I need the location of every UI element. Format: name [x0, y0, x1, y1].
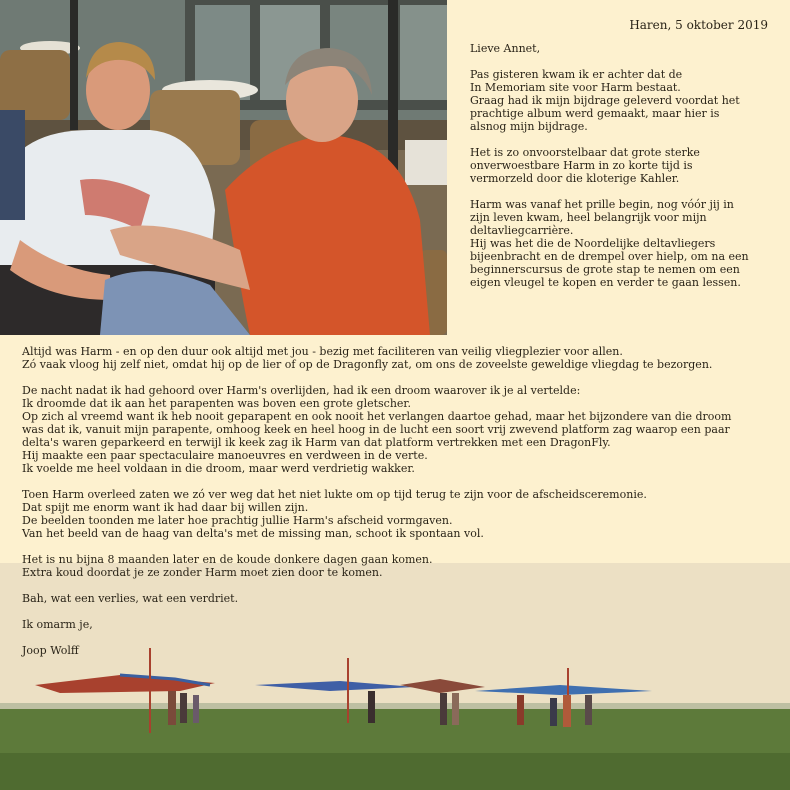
letter-date: Haren, 5 oktober 2019: [629, 18, 768, 32]
text-line: Ik droomde dat ik aan het parapenten was boven een grote gletscher.: [22, 397, 411, 410]
text-line: Van het beeld van de haag van delta's met de missing man, schoot ik spontaan vol.: [22, 527, 484, 540]
text-line: Het is nu bijna 8 maanden later en de koude donkere dagen gaan komen.: [22, 553, 433, 566]
text-line: Ik voelde me heel voldaan in die droom, maar werd verdrietig wakker.: [22, 462, 415, 475]
text-line: Op zich al vreemd want ik heb nooit geparapent en ook nooit het verlangen daartoe gehad, maar het bijzondere van die droom: [22, 410, 732, 423]
text-line: Altijd was Harm - en op den duur ook altijd met jou - bezig met faciliteren van veilig vliegplezier voor allen.: [22, 345, 623, 358]
text-line: alsnog mijn bijdrage.: [470, 120, 588, 133]
text-line: onverwoestbare Harm in zo korte tijd is: [470, 159, 693, 172]
photo-terrace-illustration: [0, 0, 447, 335]
letter-greeting: Lieve Annet,: [470, 42, 541, 55]
text-line: Toen Harm overleed zaten we zó ver weg dat het niet lukte om op tijd terug te zijn voor de afscheidsceremonie.: [22, 488, 647, 501]
text-line: Zó vaak vloog hij zelf niet, omdat hij op de lier of op de Dragonfly zat, om ons de zoveelste geweldige vliegdag te bezorgen.: [22, 358, 713, 371]
text-line: De nacht nadat ik had gehoord over Harm's overlijden, had ik een droom waarover ik je al vertelde:: [22, 384, 581, 397]
text-line: was dat ik, vanuit mijn parapente, omhoog keek en heel hoog in de lucht een soort vrij zwevend platform zag waarop een paar: [22, 423, 730, 436]
text-line: vermorzeld door die kloterige Kahler.: [470, 172, 680, 185]
letter-paragraph: [470, 146, 770, 185]
text-line: Extra koud doordat je ze zonder Harm moet zien door te komen.: [22, 566, 383, 579]
text-line: Hij was het die de Noordelijke deltavliegers: [470, 237, 716, 250]
text-line: Graag had ik mijn bijdrage geleverd voordat het: [470, 94, 740, 107]
letter-bottom-body: [22, 345, 782, 670]
letter-paragraph: [22, 345, 782, 371]
letter-paragraph: [470, 198, 770, 289]
text-line: De beelden toonden me later hoe prachtig jullie Harm's afscheid vormgaven.: [22, 514, 453, 527]
letter-closing: [22, 618, 782, 631]
text-line: Hij maakte een paar spectaculaire manoeuvres en verdween in de verte.: [22, 449, 428, 462]
text-line: Pas gisteren kwam ik er achter dat de: [470, 68, 683, 81]
signature-name: Joop Wolff: [22, 644, 79, 657]
photo-two-men-terrace: [0, 0, 447, 335]
text-line: bijeenbracht en de drempel over hielp, om na een: [470, 250, 749, 263]
text-line: Het is zo onvoorstelbaar dat grote sterke: [470, 146, 700, 159]
text-line: Bah, wat een verlies, wat een verdriet.: [22, 592, 239, 605]
letter-signature: [22, 644, 782, 657]
text-line: Ik omarm je,: [22, 618, 93, 631]
letter-paragraph: [22, 384, 782, 475]
letter-paragraph: [22, 592, 782, 605]
text-line: In Memoriam site voor Harm bestaat.: [470, 81, 681, 94]
text-line: zijn leven kwam, heel belangrijk voor mijn: [470, 211, 707, 224]
text-line: eigen vleugel te kopen en verder te gaan lessen.: [470, 276, 741, 289]
letter-paragraph: [22, 553, 782, 579]
text-line: beginnerscursus de grote stap te nemen om een: [470, 263, 740, 276]
text-line: prachtige album werd gemaakt, maar hier is: [470, 107, 720, 120]
letter-top-column: [470, 42, 770, 302]
text-line: Dat spijt me enorm want ik had daar bij willen zijn.: [22, 501, 309, 514]
text-line: delta's waren geparkeerd en terwijl ik keek zag ik Harm van dat platform vertrekken met een DragonFly.: [22, 436, 611, 449]
text-line: deltavliegcarrière.: [470, 224, 574, 237]
letter-paragraph: [470, 68, 770, 133]
text-line: Harm was vanaf het prille begin, nog vóór jij in: [470, 198, 734, 211]
letter-paragraph: [22, 488, 782, 540]
